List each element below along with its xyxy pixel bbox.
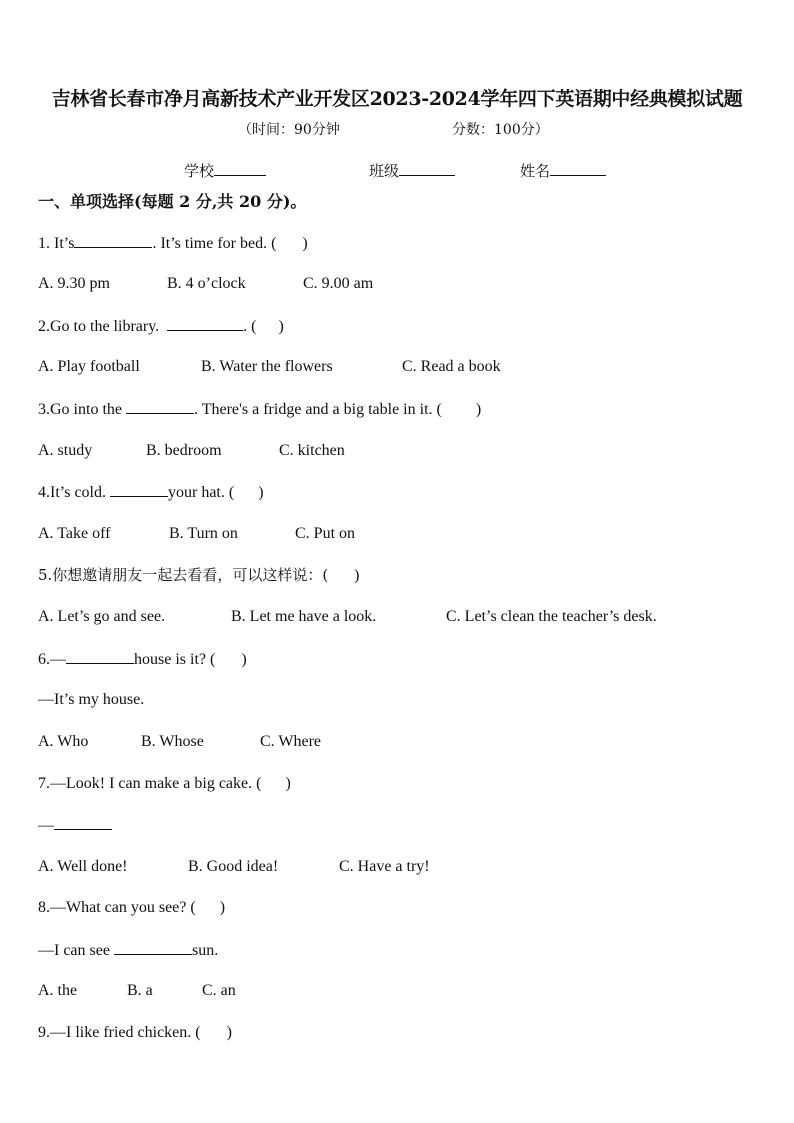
question-1-stem-after: . It’s time for bed. ( xyxy=(152,235,277,252)
question-7-reply xyxy=(38,815,112,836)
question-3-stem-before: 3.Go into the xyxy=(38,401,122,418)
question-3-blank xyxy=(126,399,194,414)
question-8-reply-after: sun. xyxy=(191,942,219,959)
name-field xyxy=(520,160,606,181)
class-label: 班级 xyxy=(369,162,400,180)
option-a: A. 9.30 pm xyxy=(38,275,110,292)
option-c: C. Where xyxy=(260,733,322,750)
question-1-blank xyxy=(74,233,152,248)
option-b: B. Turn on xyxy=(169,525,238,542)
question-8-stem: 8.—What can you see? ( xyxy=(38,899,196,916)
option-c: C. Put on xyxy=(295,525,356,542)
option-a: A. study xyxy=(38,442,93,459)
school-blank xyxy=(214,161,266,176)
question-4 xyxy=(38,482,264,503)
question-6-stem-after: house is it? ( xyxy=(134,651,216,668)
question-4-stem-before: 4.It’s cold. xyxy=(38,484,106,501)
option-c: C. Read a book xyxy=(402,358,501,375)
class-blank xyxy=(399,161,455,176)
class-field xyxy=(369,160,455,181)
question-7-paren-close: ) xyxy=(285,775,291,792)
question-2-blank xyxy=(167,316,243,331)
question-7 xyxy=(38,774,291,794)
option-c: C. kitchen xyxy=(279,442,345,459)
name-blank xyxy=(550,161,606,176)
question-9-stem: 9.—I like fried chicken. ( xyxy=(38,1024,201,1041)
question-8-reply-before: —I can see xyxy=(38,942,110,959)
question-1-stem-before: 1. It’s xyxy=(38,235,75,252)
question-5 xyxy=(38,565,360,586)
question-9 xyxy=(38,1023,232,1043)
question-8-reply xyxy=(38,940,218,961)
option-a: A. Take off xyxy=(38,525,111,542)
name-label: 姓名 xyxy=(520,162,551,180)
question-2-stem-after: . ( xyxy=(243,318,257,335)
question-8 xyxy=(38,898,225,918)
question-1-paren-close: ) xyxy=(302,235,308,252)
question-6-stem-before: 6.— xyxy=(38,651,66,668)
section-heading: 一、单项选择(每题 2 分,共 20 分)。 xyxy=(38,192,307,211)
option-a: A. the xyxy=(38,982,78,999)
question-3-stem-after: . There's a fridge and a big table in it. ( xyxy=(194,401,442,418)
question-6 xyxy=(38,649,247,670)
question-6-reply: —It’s my house. xyxy=(38,691,145,708)
question-7-blank xyxy=(54,815,112,830)
exam-score: 分数：100分） xyxy=(452,122,549,138)
option-c: C. 9.00 am xyxy=(303,275,374,292)
question-2 xyxy=(38,316,284,337)
option-b: B. a xyxy=(127,982,153,999)
question-9-paren-close: ) xyxy=(226,1024,232,1041)
option-b: B. Good idea! xyxy=(188,858,279,875)
option-c: C. Have a try! xyxy=(339,858,430,875)
question-2-paren-close: ) xyxy=(278,318,284,335)
question-4-blank xyxy=(110,482,168,497)
option-a: A. Let’s go and see. xyxy=(38,608,166,625)
question-1 xyxy=(38,233,308,254)
school-field xyxy=(184,160,266,181)
page-title: 吉林省长春市净月高新技术产业开发区2023-2024学年四下英语期中经典模拟试题 xyxy=(51,88,743,110)
question-7-reply-dash: — xyxy=(38,817,54,834)
option-a: A. Play football xyxy=(38,358,140,375)
question-5-stem: 5.你想邀请朋友一起去看看，可以这样说：( xyxy=(38,566,329,584)
option-c: C. an xyxy=(202,982,236,999)
question-5-paren-close: ) xyxy=(354,567,360,584)
option-a: A. Who xyxy=(38,733,89,750)
question-6-paren-close: ) xyxy=(241,651,247,668)
option-a: A. Well done! xyxy=(38,858,128,875)
question-3-paren-close: ) xyxy=(475,401,482,418)
question-3 xyxy=(38,399,481,420)
option-b: B. Water the flowers xyxy=(201,358,333,375)
option-b: B. bedroom xyxy=(146,442,222,459)
option-b: B. 4 o’clock xyxy=(167,275,246,292)
question-8-blank xyxy=(114,940,192,955)
exam-time: （时间：90分钟 xyxy=(238,122,340,138)
option-b: B. Let me have a look. xyxy=(231,608,377,625)
option-b: B. Whose xyxy=(141,733,204,750)
question-2-stem-before: 2.Go to the library. xyxy=(38,318,160,335)
school-label: 学校 xyxy=(184,162,215,180)
option-c: C. Let’s clean the teacher’s desk. xyxy=(446,608,657,625)
question-7-stem: 7.—Look! I can make a big cake. ( xyxy=(38,775,262,792)
question-4-paren-close: ) xyxy=(258,484,264,501)
question-4-stem-after: your hat. ( xyxy=(168,484,235,501)
question-6-blank xyxy=(66,649,134,664)
question-8-paren-close: ) xyxy=(219,899,226,916)
